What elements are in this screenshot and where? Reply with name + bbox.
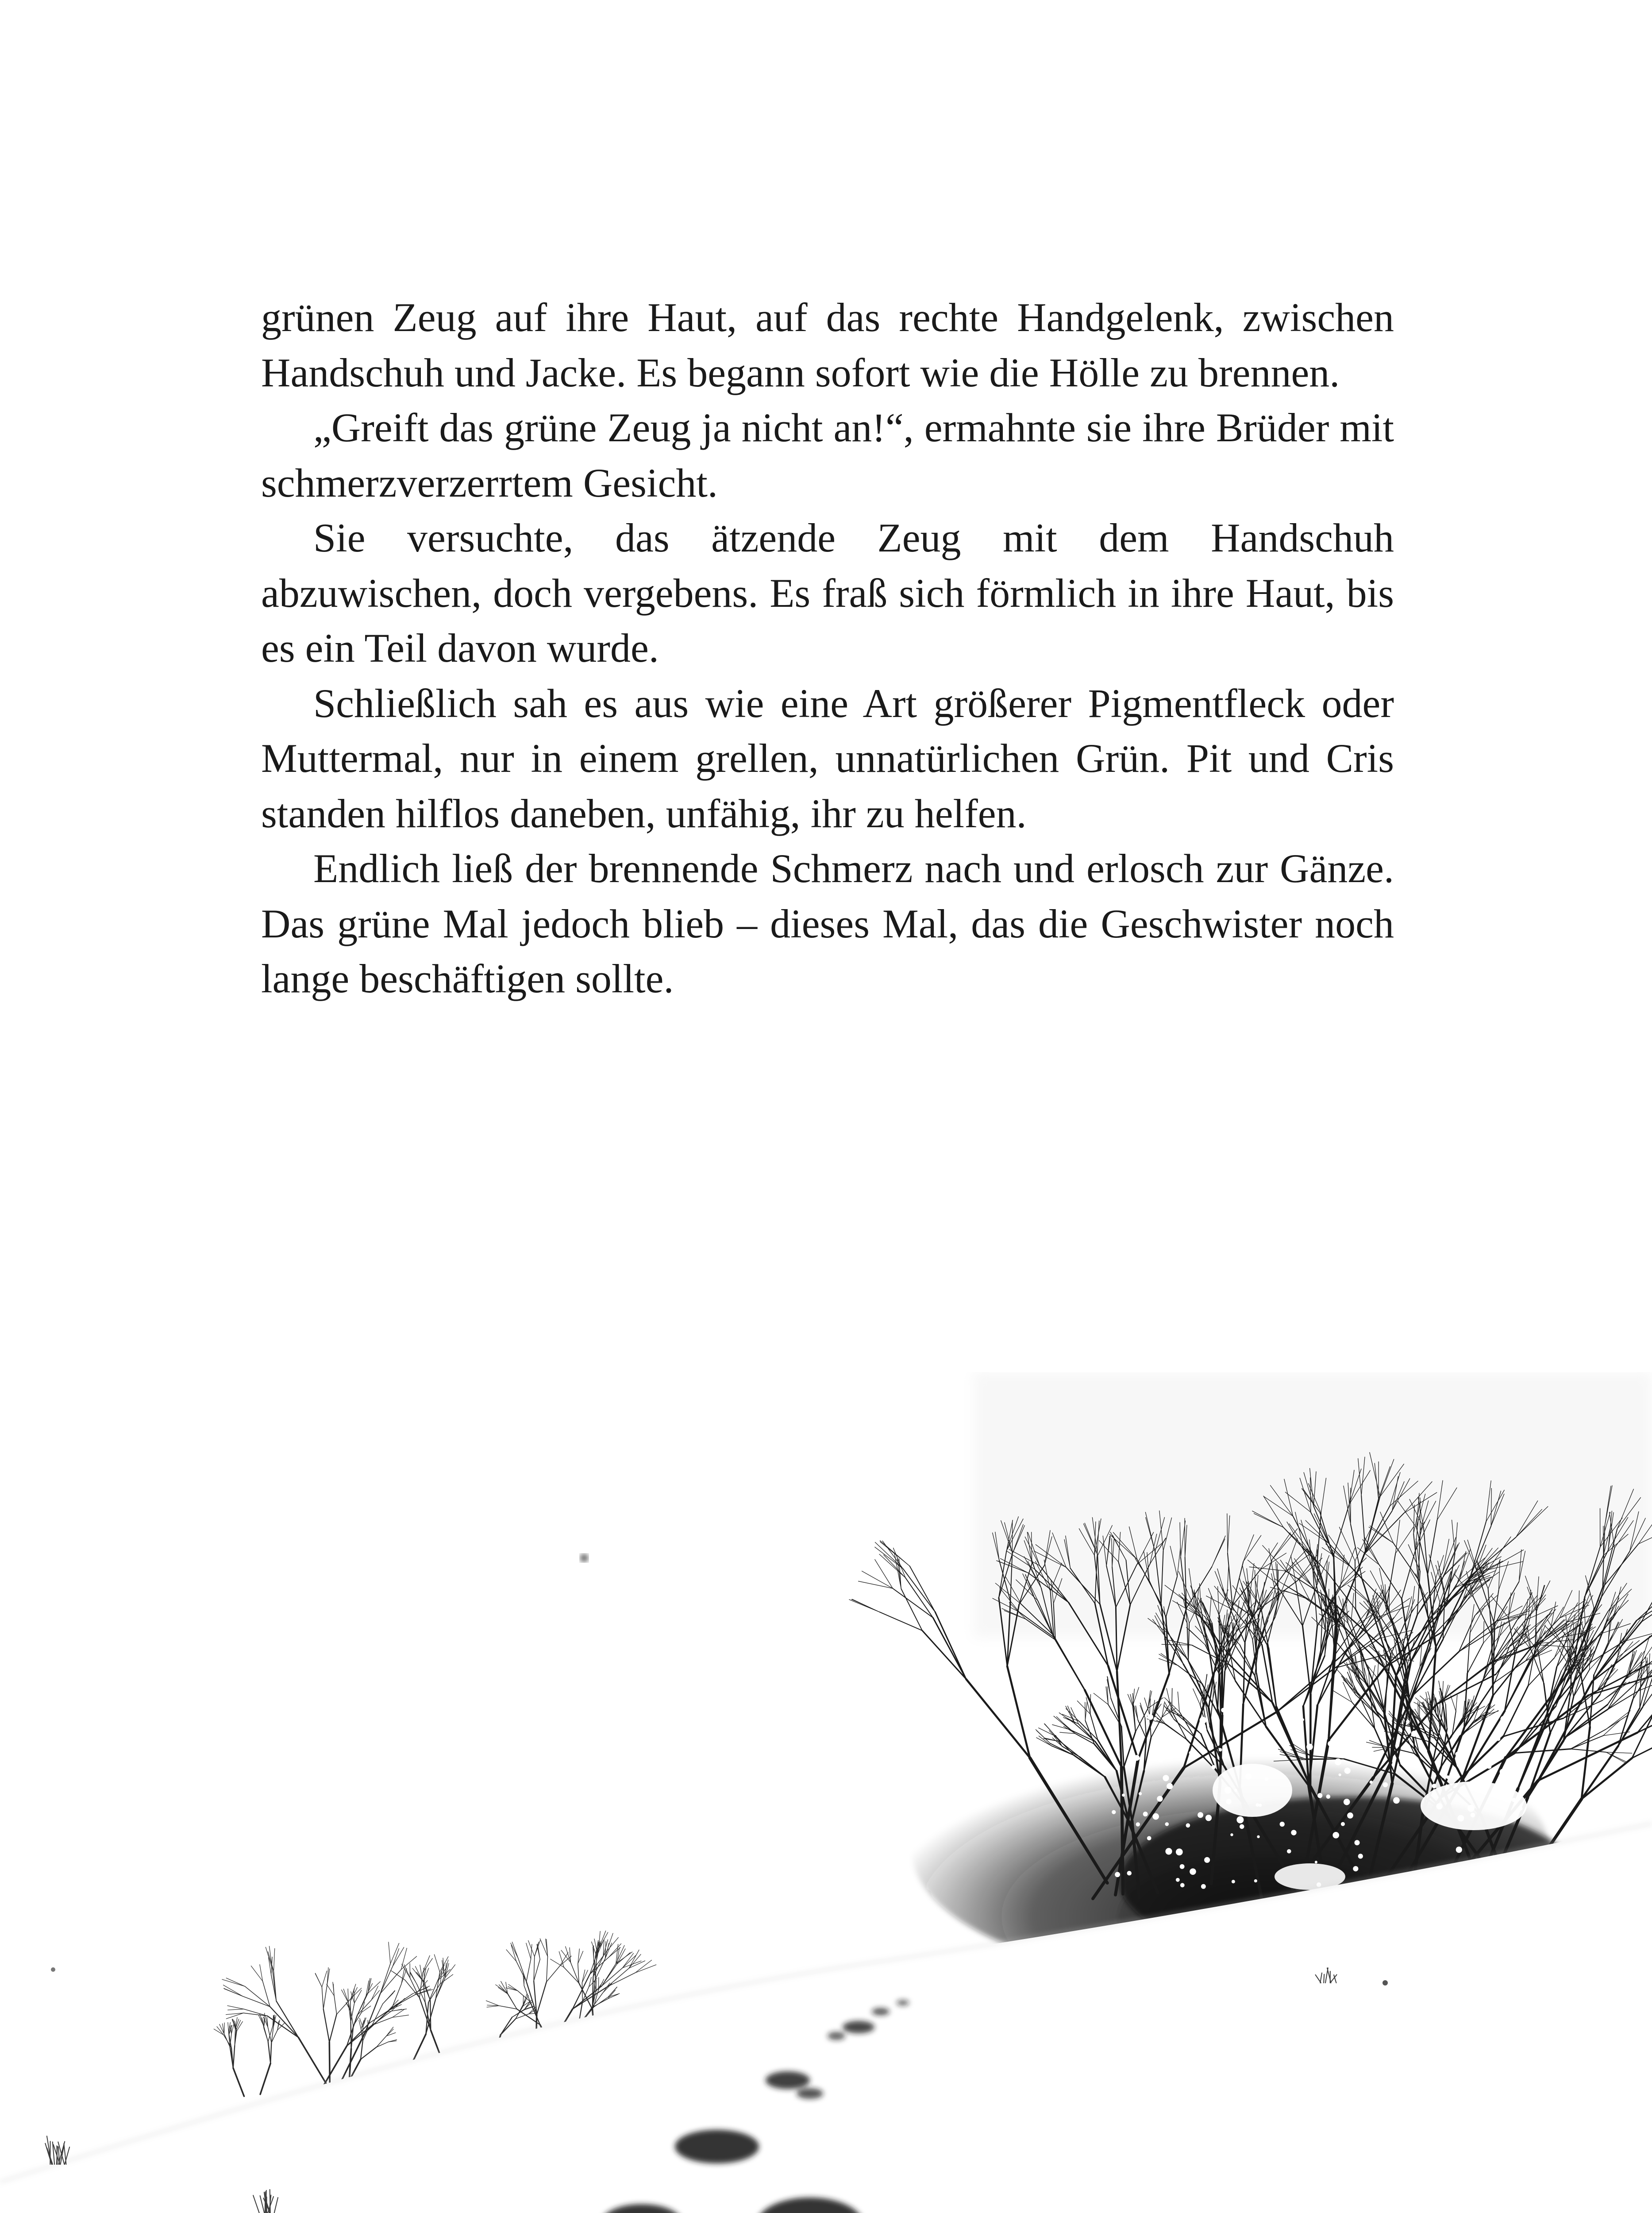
branch	[1530, 1638, 1561, 1660]
snow-fleck	[1452, 1768, 1456, 1772]
snow-fleck	[1189, 1751, 1193, 1755]
snow-fleck	[1358, 1854, 1363, 1858]
snow-fleck	[1353, 1866, 1358, 1871]
snow-fleck	[1260, 1750, 1265, 1754]
branch	[410, 1973, 417, 1984]
snow-fleck	[1143, 1812, 1148, 1816]
branch	[315, 1974, 322, 1987]
branch	[323, 2009, 330, 2042]
branch	[1467, 1633, 1470, 1673]
snow-fleck	[1393, 1797, 1400, 1804]
snow-fleck	[1139, 1792, 1142, 1795]
branch	[1178, 1692, 1179, 1712]
branch	[496, 1985, 508, 1993]
branch	[507, 1993, 516, 2009]
snow-fleck	[1234, 1789, 1237, 1792]
branch	[629, 1950, 639, 1968]
branch	[852, 1599, 880, 1612]
snow-fleck	[1291, 1830, 1296, 1835]
branch	[1337, 1669, 1355, 1690]
snow-landscape-illustration	[0, 1372, 1652, 2213]
branch	[592, 1942, 597, 1956]
snow-fleck	[1487, 1764, 1492, 1769]
branch	[266, 1947, 272, 1969]
snow-fleck	[1354, 1840, 1359, 1845]
snow-fleck	[1228, 1722, 1232, 1726]
branch	[1384, 1655, 1390, 1710]
speck	[1382, 1980, 1388, 1986]
branch	[531, 1944, 532, 1959]
paragraph-1: grünen Zeug auf ihre Haut, auf das rechte Handgelenk, zwischen Handschuh und Jacke. Es begann sofort wie die Hölle zu brennen.	[261, 295, 1394, 395]
branch	[1618, 1707, 1643, 1746]
snow-fleck	[1436, 1803, 1442, 1809]
branch	[1085, 1702, 1086, 1720]
snow-fleck	[1232, 1880, 1235, 1883]
branch	[383, 1993, 393, 2004]
branch	[901, 1589, 922, 1631]
snow-fleck	[1158, 1757, 1164, 1763]
branch	[361, 2041, 363, 2059]
branch	[1053, 1635, 1085, 1690]
snow-fleck	[1127, 1871, 1132, 1875]
branch	[264, 2026, 268, 2042]
snow-fleck	[1455, 1752, 1459, 1756]
snow-fleck	[1201, 1724, 1206, 1729]
branch	[1422, 1703, 1428, 1717]
branch	[582, 1970, 585, 1983]
snow-fleck	[1122, 1793, 1125, 1797]
branch	[875, 1542, 903, 1569]
branch	[273, 2016, 274, 2027]
snow-fleck	[1171, 1723, 1175, 1727]
branch	[859, 1581, 893, 1588]
branch	[228, 2009, 244, 2010]
snow-fleck	[1134, 1755, 1140, 1761]
branch	[1581, 1676, 1590, 1727]
snow-fleck	[1154, 1717, 1157, 1720]
branch	[273, 1948, 274, 1971]
snow-fleck	[1148, 1714, 1153, 1720]
branch	[322, 1987, 323, 2009]
branch	[380, 1966, 393, 1993]
branch	[233, 2046, 235, 2068]
snow-fleck	[1406, 1720, 1410, 1724]
branch	[392, 1995, 415, 2008]
branch	[501, 2019, 516, 2035]
snow-fleck	[1302, 1718, 1304, 1721]
branch	[501, 2017, 512, 2035]
snow-fleck	[1344, 1799, 1350, 1805]
snow-fleck	[1335, 1758, 1341, 1765]
snow-fleck	[1355, 1726, 1360, 1731]
snow-fleck	[1347, 1812, 1353, 1819]
snow-fleck	[1411, 1731, 1417, 1737]
snow-fleck	[1157, 1796, 1163, 1801]
branch	[875, 1547, 903, 1569]
branch	[226, 1978, 245, 1986]
snow-fleck	[1457, 1815, 1464, 1822]
branch	[547, 1966, 560, 1982]
branch	[268, 1952, 274, 1971]
snow-fleck	[1471, 1813, 1475, 1818]
branch	[1121, 1767, 1123, 1894]
snow-fleck	[1213, 1725, 1218, 1730]
branch	[1220, 1675, 1221, 1719]
branch	[361, 2047, 377, 2059]
snow-fleck	[1487, 1716, 1490, 1719]
branch	[323, 1985, 327, 2009]
branch	[377, 2036, 386, 2047]
branch	[342, 1990, 349, 2003]
branch	[365, 2008, 392, 2033]
branch	[350, 2001, 351, 2022]
branch	[1632, 1715, 1652, 1758]
snow-fleck	[1230, 1833, 1233, 1836]
snow-fleck	[1280, 1822, 1285, 1827]
snow-fleck	[1339, 1773, 1341, 1776]
branch	[417, 1972, 425, 1982]
branch	[343, 1989, 348, 2003]
speck	[51, 1967, 55, 1972]
snow-fleck	[1278, 1737, 1283, 1743]
branch	[1566, 1709, 1608, 1737]
snow-fleck	[1367, 1735, 1370, 1739]
snow-fleck	[1200, 1717, 1207, 1724]
snow-fleck	[1370, 1781, 1373, 1784]
branch	[329, 2042, 330, 2086]
paragraph-3: Sie versuchte, das ätzende Zeug mit dem Handschuh abzuwischen, doch vergebens. Es fraß sich förmlich in ihre Haut, bis es ein Teil davon wurde.	[261, 515, 1394, 671]
branch	[880, 1612, 922, 1631]
branch	[222, 1979, 245, 1986]
snow-fleck	[1219, 1748, 1222, 1752]
branch	[1632, 1739, 1652, 1758]
snow-fleck	[1115, 1872, 1120, 1877]
branch	[1063, 1726, 1075, 1734]
snow-fleck	[1500, 1769, 1506, 1775]
snow-fleck	[1163, 1775, 1169, 1781]
snow-fleck	[1245, 1773, 1252, 1780]
branch	[526, 1959, 531, 1982]
branch	[564, 1967, 579, 1983]
branch	[1456, 1695, 1457, 1712]
branch	[903, 1569, 935, 1612]
branch	[579, 1983, 593, 2009]
branch	[499, 2006, 517, 2009]
branch	[518, 1959, 526, 1982]
snow-fleck	[1236, 1816, 1244, 1824]
snow-fleck	[1221, 1708, 1225, 1712]
snow-fleck	[1240, 1824, 1244, 1829]
snow-fleck	[1352, 1730, 1355, 1733]
branch	[487, 2006, 499, 2007]
branch	[401, 1948, 407, 1970]
branch	[251, 1966, 262, 1982]
branch	[243, 2013, 267, 2016]
branch	[1566, 1695, 1600, 1737]
snow-fleck	[1306, 1743, 1313, 1750]
branch	[262, 1981, 270, 2007]
snow-fleck	[1257, 1835, 1259, 1838]
branch	[590, 1951, 607, 1974]
branch	[404, 1965, 410, 1978]
snow-fleck	[1344, 1768, 1351, 1774]
snow-fleck	[1204, 1857, 1210, 1863]
branch	[428, 1981, 438, 2002]
branch	[267, 2016, 298, 2038]
branch	[276, 2001, 298, 2037]
branch	[389, 1942, 390, 1964]
snow-fleck	[1165, 1848, 1172, 1854]
branch	[334, 1996, 337, 2014]
branch	[260, 2014, 264, 2025]
branch	[245, 1986, 270, 2007]
paragraph-5: Endlich ließ der brennende Schmerz nach und erlosch zur Gänze. Das grüne Mal jedoch blieb – dieses Mal, das die Geschwister noch lange beschäftigen sollte.	[261, 846, 1394, 1001]
snow-fleck	[1147, 1836, 1151, 1840]
branch	[224, 1989, 243, 1996]
branch	[635, 1965, 656, 1973]
snow-fleck	[1501, 1716, 1507, 1723]
branch	[1348, 1672, 1355, 1695]
branch	[322, 1971, 327, 1987]
branch	[1389, 1587, 1390, 1613]
snow-fleck	[1277, 1750, 1280, 1753]
snow-fleck	[1507, 1797, 1512, 1802]
snow-fleck	[1198, 1812, 1203, 1818]
snow-fleck	[1315, 1861, 1317, 1863]
snow-fleck	[1456, 1847, 1462, 1853]
branch	[537, 1982, 547, 2015]
branch	[329, 2014, 336, 2042]
branch	[377, 2042, 389, 2047]
speck	[580, 1554, 588, 1562]
snow-fleck	[1205, 1815, 1212, 1821]
branch	[534, 1957, 535, 1981]
branch	[1094, 1693, 1108, 1704]
branch	[1409, 1646, 1430, 1701]
snow-fleck	[1432, 1784, 1437, 1789]
branch	[260, 1965, 263, 1982]
snow-fleck	[1375, 1763, 1378, 1766]
branch	[1066, 1706, 1075, 1724]
snow-fleck	[1467, 1805, 1475, 1812]
branch	[516, 1962, 527, 1982]
branch	[223, 1985, 243, 1996]
branch	[1606, 1752, 1625, 1763]
snow-fleck	[1225, 1787, 1232, 1794]
snow-fleck	[1459, 1763, 1462, 1767]
snow-fleck	[1201, 1884, 1206, 1889]
snow-fleck	[1190, 1868, 1196, 1875]
snow-fleck	[1211, 1765, 1216, 1770]
branch	[884, 1555, 905, 1578]
snow-fleck	[1446, 1775, 1449, 1779]
branch	[607, 1938, 619, 1951]
branch	[879, 1554, 905, 1578]
snow-fleck	[1359, 1745, 1366, 1751]
snow-fleck	[1180, 1883, 1185, 1887]
branch	[595, 1956, 597, 1979]
snow-fleck	[1476, 1742, 1482, 1747]
body-text	[261, 290, 1394, 1006]
snow-fleck	[1518, 1807, 1522, 1811]
snow-fleck	[1152, 1813, 1159, 1820]
snow-fleck	[1255, 1803, 1259, 1807]
branch	[1060, 1732, 1075, 1734]
snow-fleck	[1167, 1783, 1173, 1789]
branch	[1335, 1655, 1383, 1668]
branch	[244, 2009, 267, 2016]
snow-fleck	[1326, 1794, 1331, 1799]
branch	[1077, 1701, 1090, 1714]
snow-fleck	[1176, 1878, 1180, 1882]
branch	[603, 1983, 612, 1993]
branch	[228, 2023, 229, 2032]
branch	[893, 1588, 933, 1618]
snow-ground	[0, 1824, 1652, 2213]
snow-fleck	[1226, 1799, 1231, 1804]
snow-fleck	[1328, 1741, 1333, 1746]
paragraph-2: „Greift das grüne Zeug ja nicht an!“, ermahnte sie ihre Brüder mit schmerzverzerrtem Gesicht.	[261, 405, 1394, 505]
branch	[1505, 1660, 1530, 1711]
snow-fleck	[1332, 1832, 1339, 1839]
branch	[1451, 1696, 1456, 1711]
snow-fleck	[1112, 1810, 1116, 1814]
branch	[401, 1956, 416, 1970]
branch	[1528, 1658, 1554, 1686]
branch	[347, 2023, 370, 2046]
branch	[1606, 1752, 1632, 1753]
snow-fleck	[1265, 1777, 1269, 1781]
snow-fleck	[1383, 1782, 1388, 1787]
snow-fleck	[1254, 1879, 1257, 1882]
snow-fleck	[1287, 1849, 1291, 1854]
branch	[534, 1959, 540, 1981]
snow-fleck	[1317, 1882, 1321, 1887]
branch	[243, 1996, 270, 2007]
branch	[547, 1957, 548, 1982]
snow-fleck	[1165, 1822, 1169, 1826]
snow-fleck	[1266, 1740, 1270, 1744]
branch	[298, 2037, 327, 2086]
snow-fleck	[1176, 1848, 1183, 1855]
snow-fleck	[1350, 1754, 1355, 1758]
branch	[268, 2042, 271, 2063]
branch	[1467, 1643, 1483, 1673]
branch	[862, 1571, 893, 1588]
branch	[1044, 1724, 1055, 1736]
snow-fleck	[1180, 1864, 1185, 1869]
snow-fleck	[1497, 1737, 1501, 1741]
snow-fleck	[1186, 1823, 1190, 1827]
snow-fleck	[1341, 1822, 1345, 1826]
branch	[260, 2063, 270, 2094]
branch	[608, 1990, 615, 1999]
snow-fleck	[1317, 1793, 1322, 1798]
branch	[424, 1982, 430, 2001]
snow-fleck	[1136, 1822, 1140, 1826]
branch	[1503, 1686, 1528, 1736]
branch	[380, 1964, 390, 1994]
branch	[380, 1970, 401, 1993]
paragraph-4: Schließlich sah es aus wie eine Art größerer Pigmentfleck oder Muttermal, nur in einem grellen, unnatürlichen Grün. Pit und Cris standen hilflos daneben, unfähig, ihr zu helfen.	[261, 680, 1394, 836]
branch	[270, 2043, 271, 2063]
branch	[537, 1944, 540, 1959]
branch	[227, 2006, 244, 2009]
branch	[1538, 1651, 1544, 1683]
branch	[354, 1990, 362, 2003]
snow-fleck	[1512, 1798, 1516, 1802]
branch	[935, 1612, 966, 1679]
branch	[1085, 1702, 1087, 1721]
branch	[434, 1955, 439, 1972]
branch	[233, 2068, 244, 2096]
